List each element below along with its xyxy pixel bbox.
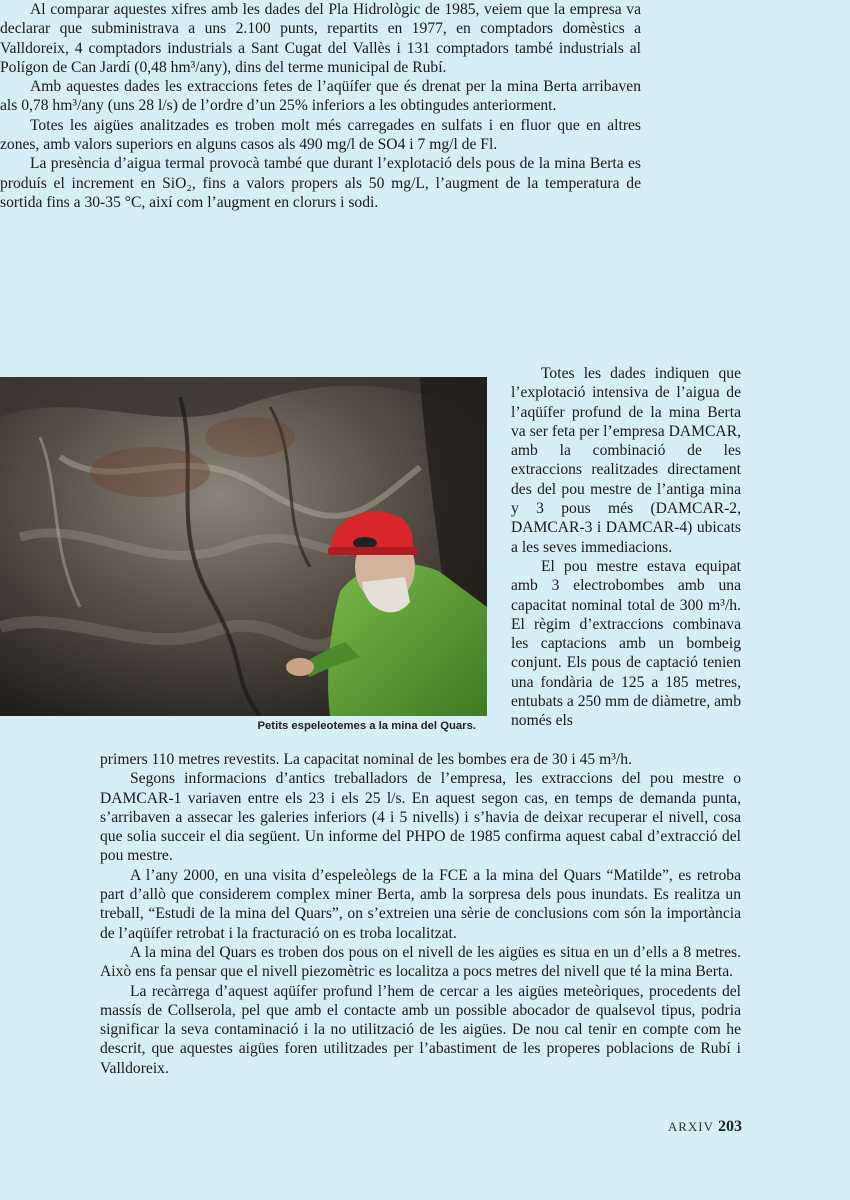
cave-photo [0, 377, 487, 716]
paragraph: Al comparar aquestes xifres amb les dades del Pla Hidrològic de 1985, veiem que la empresa va declarar que subministrava a uns 2.100 punts, repartits en 1977, en comptadors domèstics a Valldoreix, 4 comptadors industrials a Sant Cugat del Vallès i 131 comptadors també industrials al Polígon de Can Jardí (0,48 hm³/any), dins del terme municipal de Rubí. [0, 1, 641, 76]
paragraph: A l’any 2000, en una visita d’espeleòlegs de la FCE a la mina del Quars “Matilde”, es retroba part d’allò que considerem complex miner Berta, amb la sorpresa dels pous inundats. Es realitza un treball, “Estudi de la mina del Quars”, on s’extreien una sèrie de conclusions com són la importància de l’aqüífer retrobat i la fracturació on es troba localitzat. [100, 866, 741, 942]
paragraph: Totes les aigües analitzades es troben molt més carregades en sulfats i en fluor que en altres zones, amb valors superiors en alguns casos als 490 mg/l de SO4 i 7 mg/l de Fl. [0, 116, 641, 154]
paragraph: Segons informacions d’antics treballadors de l’empresa, les extraccions del pou mestre o DAMCAR-1 variaven entre els 23 i els 25 l/s. En aquest segon cas, en temps de demanda punta, s’arribaven a assecar les galeries inferiors (4 i 5 nivells) i s’havia de deixar recuperar el nivell, cosa que solia succeir el dia següent. Un informe del PHPO de 1985 confirma aquest cabal d’extracció del pou mestre. [100, 770, 741, 865]
paragraph: Totes les dades indiquen que l’explotació intensiva de l’aigua de l’aqüífer profund de la mina Berta va ser feta per l’empresa DAMCAR, amb la combinació de les extraccions realitzades directament des del pou mestre de l’antiga mina y 3 pous més (DAMCAR-2, DAMCAR-3 i DAMCAR-4) ubicats a les seves immediacions. [511, 365, 741, 556]
paragraph: Amb aquestes dades les extraccions fetes de l’aqüífer que és drenat per la mina Berta arribaven als 0,78 hm³/any (uns 28 l/s) de l’ordre d’un 25% inferiors a les obtingudes anteriorment. [0, 78, 641, 115]
page-number: 203 [718, 1118, 742, 1135]
paragraph: A la mina del Quars es troben dos pous on el nivell de les aigües es situa en un d’ells a 8 metres. Això ens fa pensar que el nivell piezomètric es localitza a pocs metres del nivell que té la mina Berta. [100, 943, 741, 981]
text-block-bottom [100, 750, 741, 1078]
paragraph: La recàrrega d’aquest aqüífer profund l’hem de cercar a les aigües meteòriques, procedents del massís de Collserola, pel que amb el contacte amb un possible abocador de qualsevol tipus, podria significar la seva contaminació i la no utilització de les aigües. De nou cal tenir en compte com he descrit, que aquestes aigües foren utilitzades per l’abastiment de les properes poblacions de Rubí i Valldoreix. [100, 982, 741, 1077]
page-footer [640, 1118, 742, 1136]
photo-caption: Petits espeleotemes a la mina del Quars. [257, 720, 476, 732]
paragraph: La presència d’aigua termal provocà també que durant l’explotació dels pous de la mina Berta es produís el increment en SiO₂, fins a valors propers als 50 mg/L, l’augment de la temperatura de sortida fins a 30-35 °C, així com l’augment en clorurs i sodi. [0, 155, 641, 211]
paragraph: El pou mestre estava equipat amb 3 electrobombes amb una capacitat nominal total de 300 m³/h. El règim d’extraccions combinava les captacions amb un bombeig conjunt. Els pous de captació tenien una fondària de 125 a 185 metres, entubats a 250 mm de diàmetre, amb només els [511, 557, 741, 730]
cave-photo-illustration [0, 377, 487, 716]
text-block-top [0, 0, 641, 212]
text-column-right [511, 364, 741, 731]
journal-name: ARXIV [667, 1119, 714, 1134]
paragraph-continuation: primers 110 metres revestits. La capacitat nominal de les bombes era de 30 i 45 m³/h. [100, 751, 632, 768]
